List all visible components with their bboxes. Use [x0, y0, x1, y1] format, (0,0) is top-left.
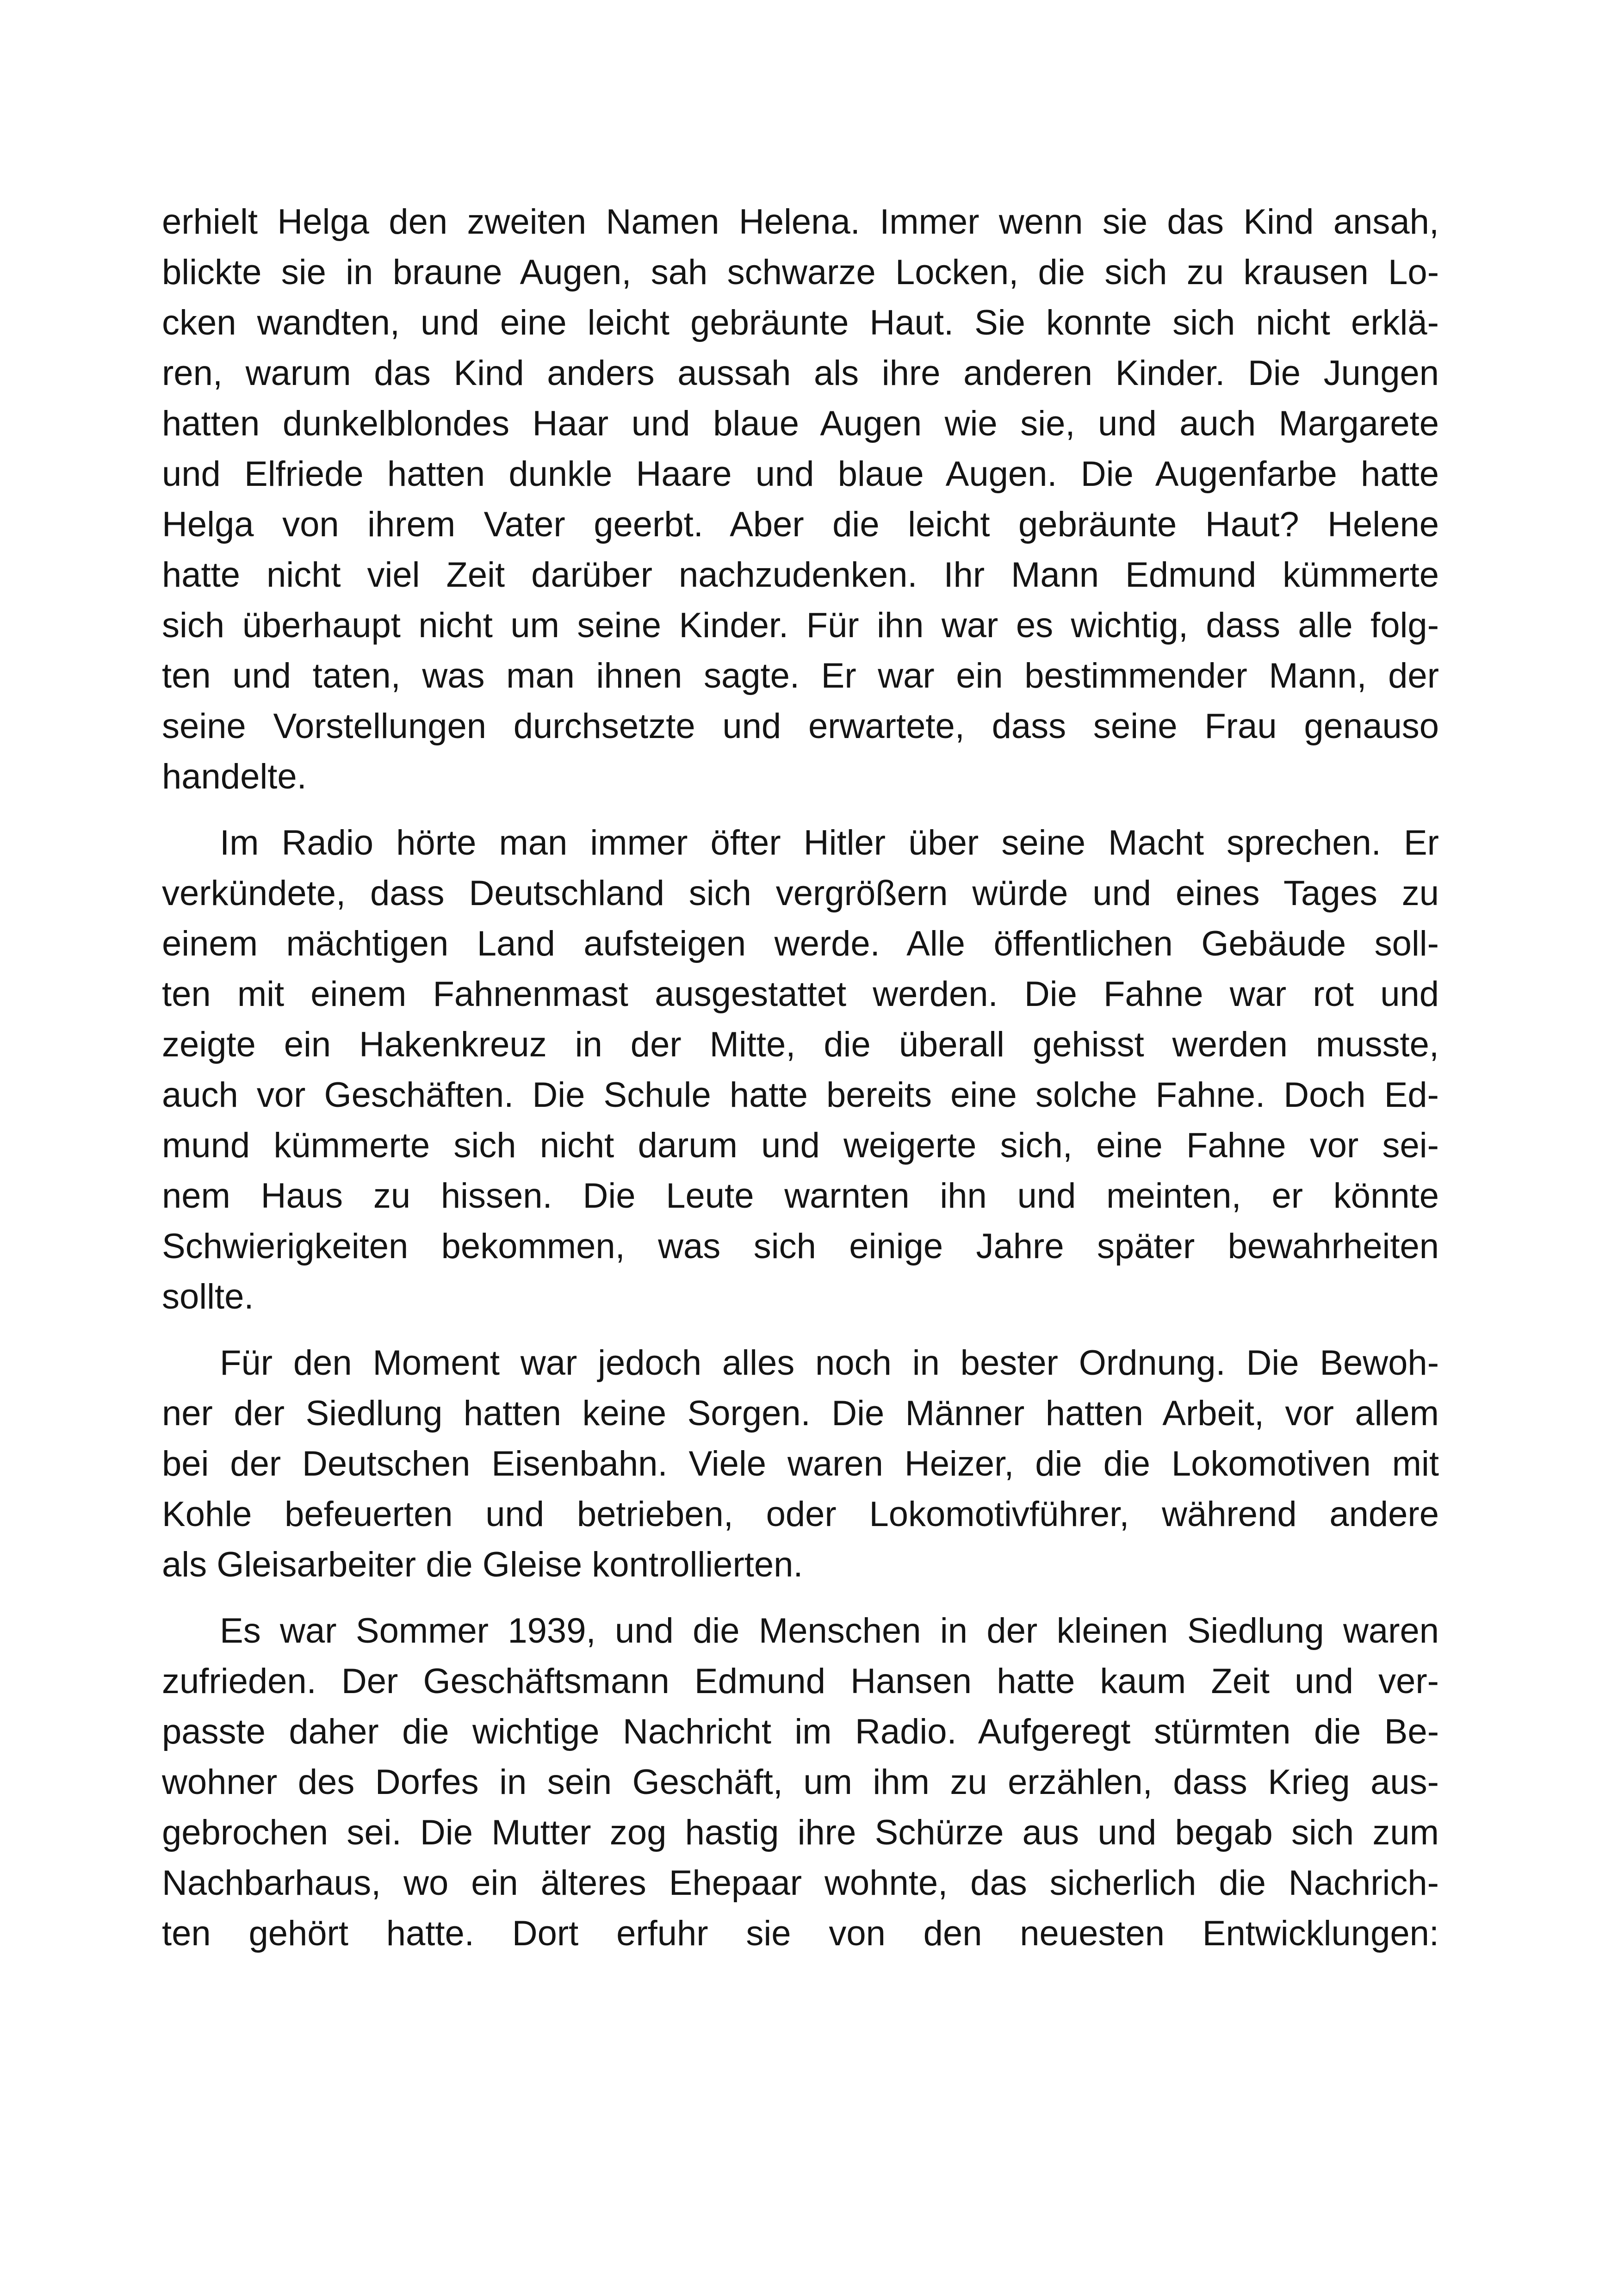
text-line: handelte. [162, 757, 307, 796]
text-line: ner der Siedlung hatten keine Sorgen. Die Männer hatten Arbeit, vor allem [162, 1394, 1439, 1433]
text-line: wohner des Dorfes in sein Geschäft, um ihm zu erzählen, dass Krieg aus- [162, 1762, 1439, 1802]
paragraph [162, 1338, 1439, 1590]
text-line: Helga von ihrem Vater geerbt. Aber die leicht gebräunte Haut? Helene [162, 505, 1439, 544]
text-line: bei der Deutschen Eisenbahn. Viele waren Heizer, die die Lokomotiven mit [162, 1444, 1439, 1483]
text-line: zeigte ein Hakenkreuz in der Mitte, die überall gehisst werden musste, [162, 1025, 1439, 1064]
text-line: mund kümmerte sich nicht darum und weigerte sich, eine Fahne vor sei- [162, 1126, 1439, 1165]
text-line: passte daher die wichtige Nachricht im Radio. Aufgeregt stürmten die Be- [162, 1712, 1439, 1751]
paragraph [162, 818, 1439, 1322]
text-line: ren, warum das Kind anders aussah als ihre anderen Kinder. Die Jungen [162, 354, 1439, 393]
body-text [162, 197, 1439, 1974]
text-line: ten mit einem Fahnenmast ausgestattet werden. Die Fahne war rot und [162, 974, 1439, 1014]
text-line: Kohle befeuerten und betrieben, oder Lokomotivführer, während andere [162, 1495, 1439, 1534]
text-line: auch vor Geschäften. Die Schule hatte bereits eine solche Fahne. Doch Ed- [162, 1075, 1439, 1115]
text-line: cken wandten, und eine leicht gebräunte Haut. Sie konnte sich nicht erklä- [162, 303, 1439, 342]
text-line: Schwierigkeiten bekommen, was sich einige Jahre später bewahrheiten [162, 1227, 1439, 1266]
text-line: Im Radio hörte man immer öfter Hitler über seine Macht sprechen. Er [220, 823, 1439, 863]
text-line: verkündete, dass Deutschland sich vergrößern würde und eines Tages zu [162, 874, 1439, 913]
text-line: sich überhaupt nicht um seine Kinder. Für ihn war es wichtig, dass alle folg- [162, 606, 1439, 645]
text-line: Nachbarhaus, wo ein älteres Ehepaar wohnte, das sicherlich die Nachrich- [162, 1863, 1439, 1903]
text-line: nem Haus zu hissen. Die Leute warnten ihn und meinten, er könnte [162, 1176, 1439, 1216]
text-line: ten und taten, was man ihnen sagte. Er war ein bestimmender Mann, der [162, 656, 1439, 695]
text-line: und Elfriede hatten dunkle Haare und blaue Augen. Die Augenfarbe hatte [162, 454, 1439, 494]
text-line: gebrochen sei. Die Mutter zog hastig ihre Schürze aus und begab sich zum [162, 1813, 1439, 1852]
text-line: als Gleisarbeiter die Gleise kontrollierten. [162, 1545, 803, 1584]
text-line: Für den Moment war jedoch alles noch in bester Ordnung. Die Bewoh- [220, 1343, 1439, 1383]
text-line: ten gehört hatte. Dort erfuhr sie von den neuesten Entwicklungen: [162, 1914, 1439, 1953]
text-line: sollte. [162, 1277, 254, 1316]
text-line: zufrieden. Der Geschäftsmann Edmund Hansen hatte kaum Zeit und ver- [162, 1662, 1439, 1701]
text-line: hatten dunkelblondes Haar und blaue Augen wie sie, und auch Margarete [162, 404, 1439, 443]
paragraph [162, 197, 1439, 802]
text-line: erhielt Helga den zweiten Namen Helena. Immer wenn sie das Kind ansah, [162, 202, 1439, 242]
paragraph [162, 1606, 1439, 1959]
text-line: blickte sie in braune Augen, sah schwarze Locken, die sich zu krausen Lo- [162, 253, 1439, 292]
text-line: Es war Sommer 1939, und die Menschen in der kleinen Siedlung waren [220, 1611, 1439, 1651]
text-line: seine Vorstellungen durchsetzte und erwartete, dass seine Frau genauso [162, 707, 1439, 746]
text-line: einem mächtigen Land aufsteigen werde. Alle öffentlichen Gebäude soll- [162, 924, 1439, 963]
text-line: hatte nicht viel Zeit darüber nachzudenken. Ihr Mann Edmund kümmerte [162, 555, 1439, 595]
